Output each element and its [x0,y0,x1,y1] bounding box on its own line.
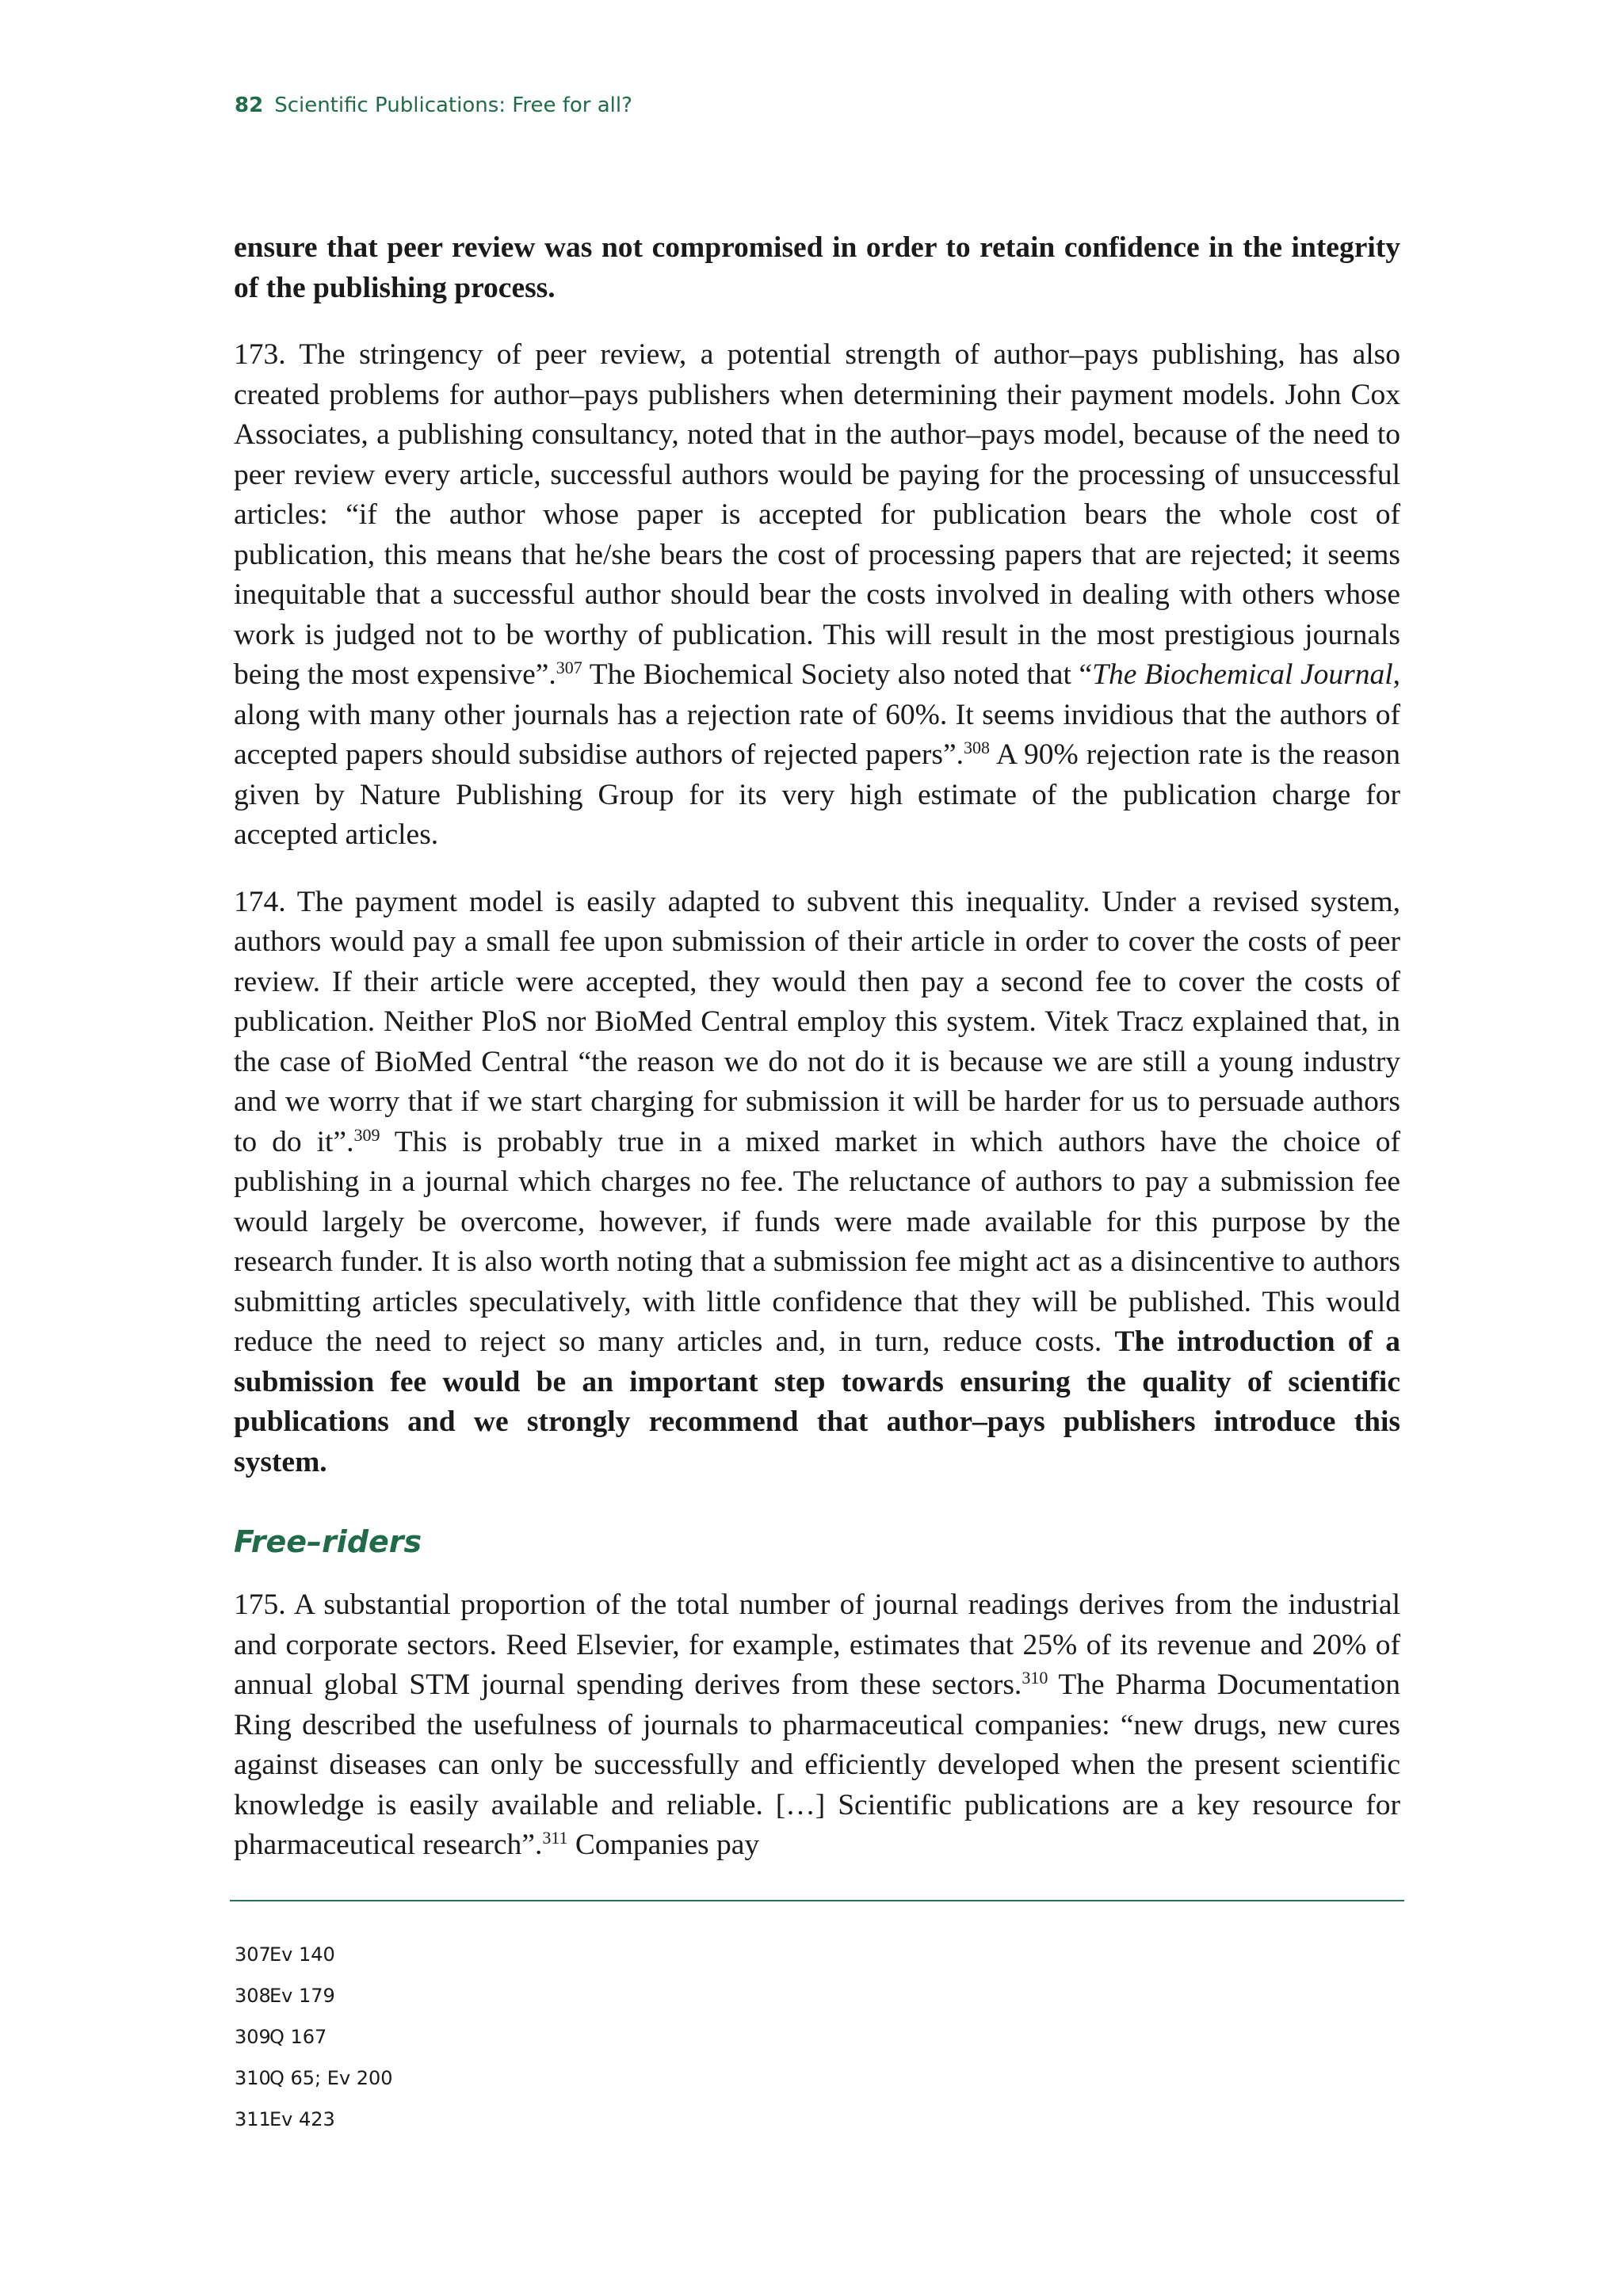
footnote-item [235,2066,393,2107]
p175-text-1: 175. A substantial proportion of the total number of journal readings derives from the industrial and corporate sectors. Reed Elsevier, for example, estimates that 25% of its revenue and 20% of annual global STM journal spending derives from these sectors. [234,1589,1400,1701]
footnote-text: Ev 423 [269,2108,335,2130]
p174-text-2: This is probably true in a mixed market in which authors have the choice of publishing in a journal which charges no fee. The reluctance of authors to pay a submission fee would largely be overcome, however, if funds were made available for this purpose by the research funder. It is also worth noting that a submission fee might act as a disincentive to authors submitting articles speculatively, with little confidence that they will be published. This would reduce the need to reject so many articles and, in turn, reduce costs. [234,1125,1400,1358]
running-title: Scientific Publications: Free for all? [274,93,632,117]
footnote-item [235,2107,393,2149]
paragraph-174 [234,883,1400,1483]
footnote-ref-311[interactable]: 311 [542,1827,568,1848]
running-header [235,93,632,117]
bold-recommendation: ensure that peer review was not compromised in order to retain confidence in the integrity of the publishing process. [234,231,1400,304]
footnote-ref-308[interactable]: 308 [963,737,990,757]
p175-text-3: Companies pay [567,1829,760,1861]
p173-text-1: 173. The stringency of peer review, a potential strength of author–pays publishing, has also created problems for author–pays publishers when determining their payment models. John Cox Associates, a publishing consultancy, noted that in the author–pays model, because of the need to peer review every article, successful authors would be paying for the processing of unsuccessful articles: “if the author whose paper is accepted for publication bears the whole cost of publication, this means that he/she bears the cost of processing papers that are rejected; it seems inequitable that a successful author should bear the costs involved in dealing with others whose work is judged not to be worthy of publication. This will result in the most prestigious journals being the most expensive”. [234,338,1400,691]
footnote-text: Q 65; Ev 200 [269,2067,393,2089]
footnote-text: Ev 140 [269,1943,335,1966]
footnotes [235,1943,393,2149]
footnote-number: 308 [235,1985,271,2007]
p173-text-4: A 90% rejection rate is the reason given by Nature Publishing Group for its very high estimate of the publication charge for accepted articles. [234,738,1400,851]
footnote-number: 310 [235,2067,271,2089]
footnote-item [235,1943,393,1984]
p175-text-2: The Pharma Documentation Ring described the usefulness of journals to pharmaceutical companies: “new drugs, new cures against diseases can only be successfully and efficiently developed when the present scientific knowledge is easily available and reliable. […] Scientific publications are a key resource for pharmaceutical research”. [234,1669,1400,1861]
p173-text-2: The Biochemical Society also noted that “ [582,658,1093,691]
footnote-text: Ev 179 [269,1985,335,2007]
paragraph-173 [234,335,1400,856]
bold-recommendation: The introduction of a submission fee would be an important step towards ensuring the quality of scientific publications and we strongly recommend that author–pays publishers introduce this system. [234,1325,1400,1478]
page-number: 82 [235,93,264,117]
footnote-number: 307 [235,1943,271,1966]
footnote-ref-310[interactable]: 310 [1022,1667,1048,1688]
p173-text-3: , along with many other journals has a rejection rate of 60%. It seems invidious that the authors of accepted papers should subsidise authors of rejected papers”. [234,658,1400,771]
body-text [234,228,1400,1893]
footnote-ref-309[interactable]: 309 [353,1124,380,1145]
footnote-ref-307[interactable]: 307 [556,657,582,677]
paragraph-175 [234,1585,1400,1866]
footnote-item [235,2025,393,2066]
journal-title: The Biochemical Journal [1092,658,1393,691]
footnote-item [235,1984,393,2025]
footnote-divider [230,1900,1404,1901]
p174-text-1: 174. The payment model is easily adapted to subvent this inequality. Under a revised system, authors would pay a small fee upon submission of their article in order to cover the costs of peer review. If their article were accepted, they would then pay a second fee to cover the costs of publication. Neither PloS nor BioMed Central employ this system. Vitek Tracz explained that, in the case of BioMed Central “the reason we do not do it is because we are still a young industry and we worry that if we start charging for submission it will be harder for us to persuade authors to do it”. [234,885,1400,1158]
section-heading: Free–riders [234,1524,422,1559]
footnote-number: 311 [235,2108,271,2130]
footnote-text: Q 167 [269,2026,327,2048]
paragraph-continued [234,228,1400,308]
footnote-number: 309 [235,2026,271,2048]
